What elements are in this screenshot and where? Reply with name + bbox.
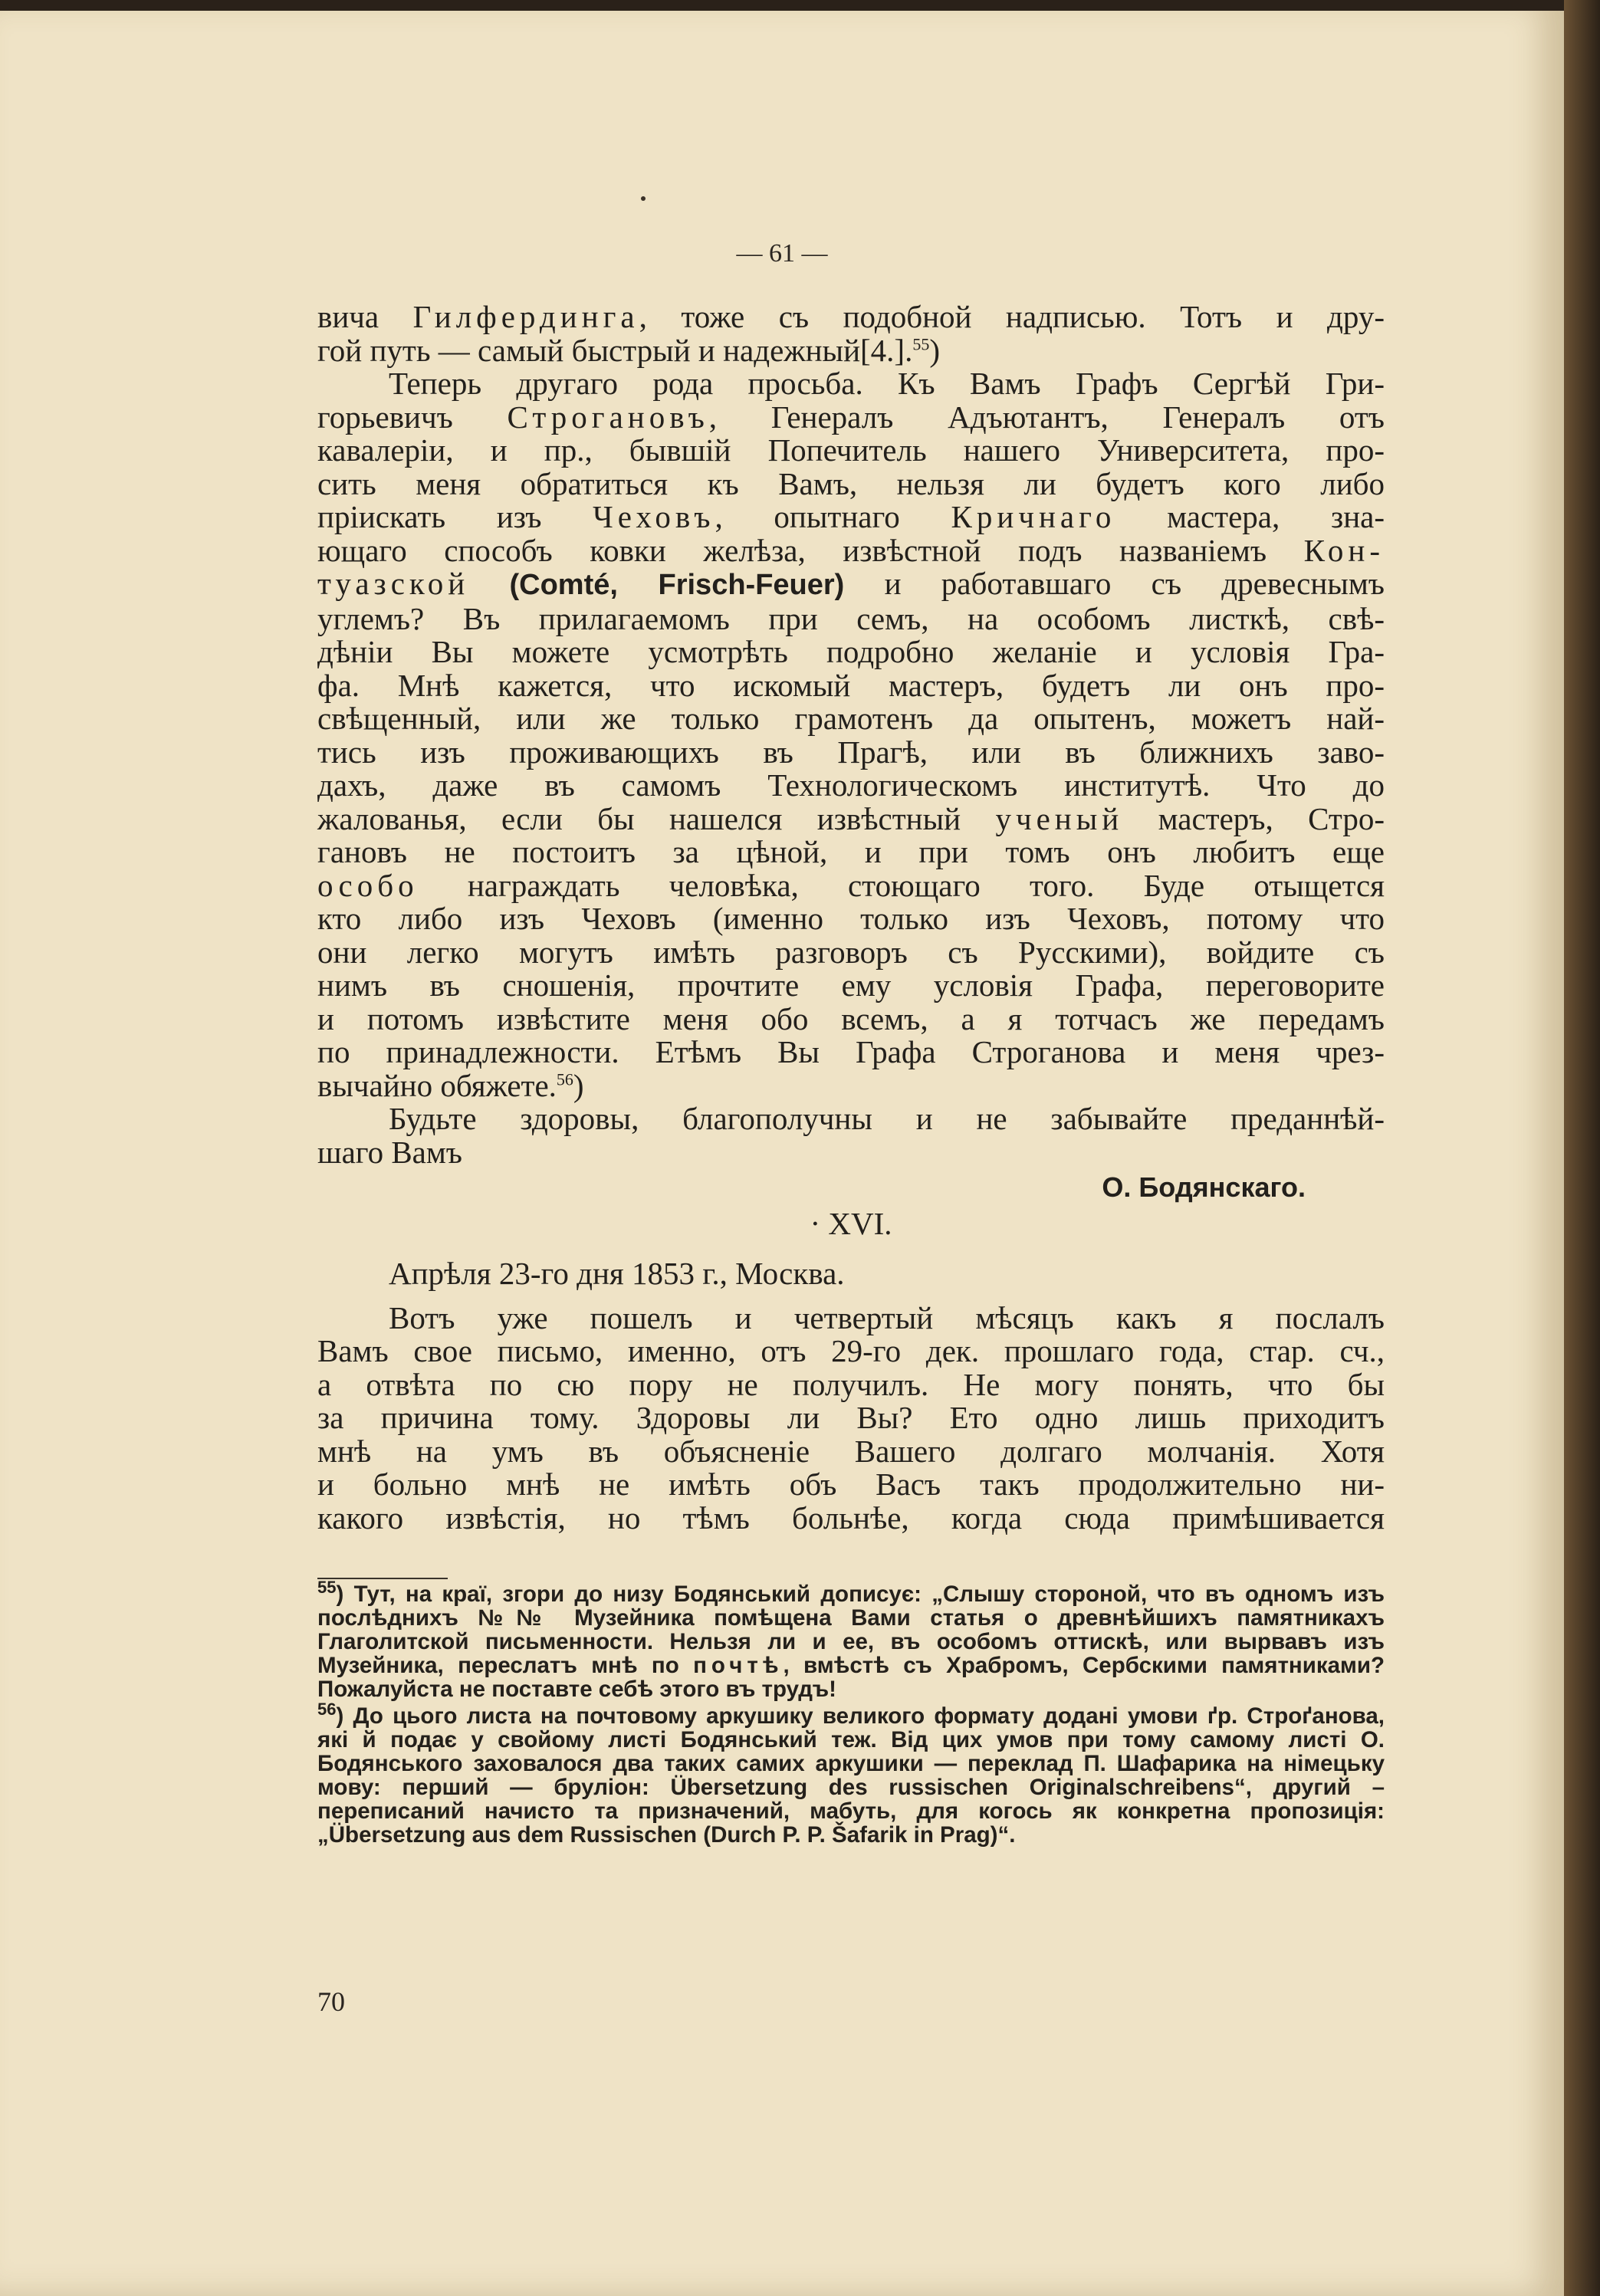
text-line: фа. Мнѣ кажется, что искомый мастеръ, будетъ ли онъ про- [317, 667, 1385, 703]
paragraph-3 [317, 1102, 1385, 1169]
text-line: дахъ, даже въ самомъ Технологическомъ институтѣ. Что до [317, 767, 1385, 803]
paragraph-4 [317, 1299, 1385, 1536]
section-heading: · XVI. [810, 1205, 892, 1241]
folio-number: 70 [317, 1986, 345, 2017]
text-line: вича Гилфердинга, тоже съ подобной надписью. Тотъ и дру- [317, 299, 1385, 334]
book-spine [1564, 0, 1600, 2296]
text-line: сить меня обратиться къ Вамъ, нельзя ли будетъ кого либо [317, 465, 1385, 501]
ink-speck [641, 196, 646, 201]
text-line: кто либо изъ Чеховъ (именно только изъ Чеховъ, потому что [317, 901, 1385, 936]
paragraph-1 [317, 301, 1385, 367]
text-line: свѣщенный, или же только грамотенъ да опытенъ, можетъ най- [317, 701, 1385, 736]
text-line: ющаго способъ ковки желѣза, извѣстной подъ названіемъ Кон- [317, 532, 1385, 568]
text-line: за причина тому. Здоровы ли Вы? Ето одно лишь приходитъ [317, 1400, 1385, 1435]
text-line: пріискать изъ Чеховъ, опытнаго Кричнаго мастера, зна- [317, 499, 1385, 534]
text-line: дѣніи Вы можете усмотрѣть подробно желаніе и условія Гра- [317, 634, 1385, 669]
letter-dateline: Апрѣля 23-го дня 1853 г., Москва. [389, 1256, 845, 1291]
text-line: а отвѣта по сю пору не получилъ. Не могу понять, что бы [317, 1366, 1385, 1402]
footnote-55: $^{55}$) Тут, на краї, згори до низу Бодянський дописує: „Слышу стороной, что въ одномъ изъ послѣднихъ №№ Музейника помѣщена Вами статья о древнѣйшихъ памятникахъ Глаголитской письменности. Нельзя ли и ее, въ особомъ оттискѣ, или вырвавъ изъ Музейника, переслатъ мнѣ по почтѣ, вмѣстѣ съ Храбромъ, Сербскими памятниками? Пожалуйста не поставте себѣ этого въ трудъ! [317, 1578, 1385, 1702]
footnote-56: $^{56}$) До цього листа на почтовому аркушику великого формату додані умови ґр. Строґанова, які й подає у свойому листі Бодянський теж. Від цих умов при тому самому листі О. Бодянського заховалося два таких самих аркушики — переклад П. Шафарика на німецьку мову: перший — бруліон: Übersetzung des russischen Originalschreibens“, другий – переписаний начисто та призначений, мабуть, для когось як конкретна пропозиція: „Übersetzung aus dem Russischen (Durch P. P. Šafarik in Prag)“. [317, 1700, 1385, 1848]
text-line: горьевичъ Строгановъ, Генералъ Адъютантъ, Генералъ отъ [317, 399, 1385, 435]
text-line: нимъ въ сношенія, прочтите ему условія Графа, переговорите [317, 967, 1385, 1003]
text-line: углемъ? Въ прилагаемомъ при семъ, на особомъ листкѣ, свѣ- [317, 600, 1385, 636]
text-line: Вотъ уже пошелъ и четвертый мѣсяцъ какъ я послалъ [389, 1299, 1385, 1335]
text-line: туазской (Comté, Frisch-Feuer) и работавшаго съ древеснымъ [317, 566, 1385, 601]
text-line: Теперь другаго рода просьба. Къ Вамъ Графъ Сергѣй Гри- [389, 366, 1385, 401]
footnote-rule [317, 1578, 448, 1579]
text-line: Будьте здоровы, благополучны и не забывайте преданнѣй- [389, 1101, 1385, 1136]
text-line: шаго Вамъ [317, 1134, 463, 1170]
text-line: по принадлежности. Етѣмъ Вы Графа Строганова и меня чрез- [317, 1034, 1385, 1069]
text-line: какого извѣстія, но тѣмъ больнѣе, когда сюда примѣшивается [317, 1499, 1385, 1536]
text-line: Вамъ свое письмо, именно, отъ 29-го дек. прошлаго года, стар. сч., [317, 1333, 1385, 1368]
main-text [317, 301, 1385, 1535]
text-line: гановъ не постоитъ за цѣной, и при томъ онъ любитъ еще [317, 834, 1385, 869]
signature: О. Бодянскаго. [1102, 1171, 1306, 1203]
text-line: вычайно обяжете.$^{56}$) [317, 1067, 584, 1103]
footnotes [317, 1578, 1385, 1850]
text-line: мнѣ на умъ въ объясненіе Вашего долгаго молчанія. Хотя [317, 1433, 1385, 1469]
text-line: и больно мнѣ не имѣть объ Васъ такъ продолжительно ни- [317, 1467, 1385, 1502]
text-line: они легко могутъ имѣть разговоръ съ Русскими), войдите съ [317, 934, 1385, 970]
text-line: особо награждать человѣка, стоющаго того. Буде отыщется [317, 867, 1385, 903]
paragraph-2 [317, 367, 1385, 1102]
text-line: тись изъ проживающихъ въ Прагѣ, или въ ближнихъ заво- [317, 734, 1385, 770]
running-head: — 61 — [736, 239, 828, 268]
page-top-edge [0, 0, 1564, 11]
text-line: кавалеріи, и пр., бывшій Попечитель нашего Университета, про- [317, 432, 1385, 468]
text-line: и потомъ извѣстите меня обо всемъ, а я тотчасъ же передамъ [317, 1000, 1385, 1036]
text-line: гой путь — самый быстрый и надежный[4.].$^{55}$) [317, 332, 940, 368]
text-line: жалованья, если бы нашелся извѣстный ученый мастеръ, Стро- [317, 800, 1385, 836]
